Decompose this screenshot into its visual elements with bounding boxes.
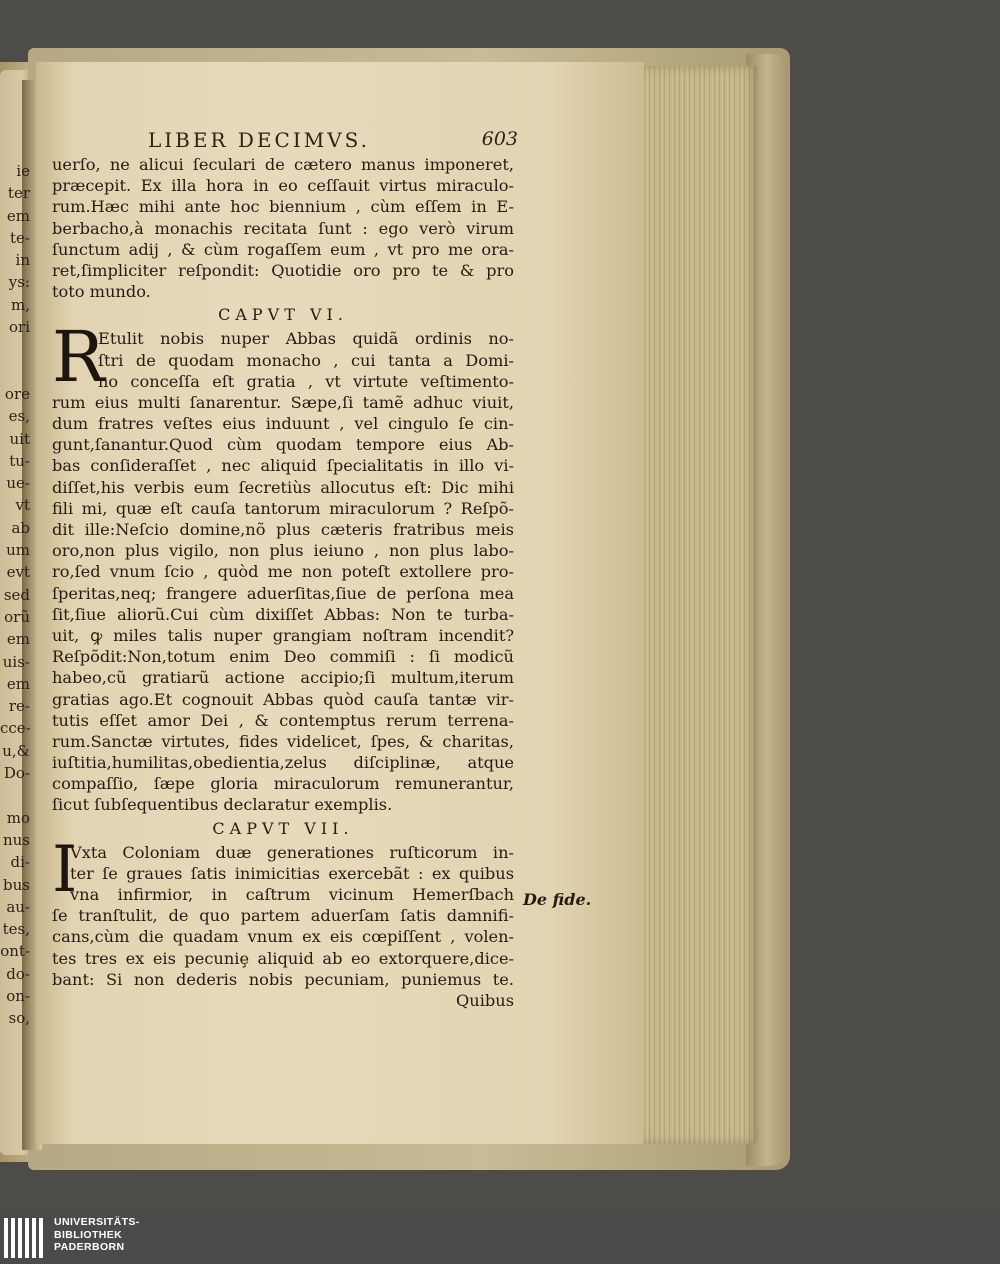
left-page-fragment: em [6, 674, 30, 693]
left-page-fragment: ab [11, 518, 30, 537]
left-page-fragment: so, [8, 1009, 30, 1028]
text-line: gunt,ſanantur.Quod cùm quodam tempore eius Ab- [52, 435, 514, 455]
text-line: Reſpõdit:Non,totum enim Deo commiſi : ſi modicũ [52, 647, 514, 667]
text-line: tes tres ex eis pecuniȩ aliquid ab eo extorquere,dice- [52, 948, 514, 968]
left-page-fragment [0, 784, 30, 806]
left-page-fragment: nus [2, 830, 30, 849]
chapter-heading-6: CAPVT VI. [218, 305, 348, 325]
text-line: ret,ſimpliciter reſpondit: Quotidie oro pro te & pro [52, 260, 514, 280]
left-page-fragment: uis- [2, 652, 30, 671]
page-fore-edge [636, 66, 758, 1144]
left-page-fragment: u,& [2, 741, 30, 760]
left-page-text-fragments [0, 160, 30, 1030]
left-page-fragment: in [15, 251, 30, 270]
text-line: ter ſe graues ſatis inimicitias exercebãt : ex quibus [70, 863, 514, 883]
text-line: uerſo, ne alicui ſeculari de cætero manus imponeret, [52, 155, 514, 174]
text-line: no conceſſa eſt gratia , vt virtute veſtimento- [98, 371, 514, 391]
page-number: 603 [481, 128, 518, 150]
text-line: fili mi, quæ eſt cauſa tantorum miraculorum ? Reſpõ- [52, 498, 514, 518]
text-line: vna infirmior, in caſtrum vicinum Hemerſbach [70, 885, 514, 904]
drop-cap: R [52, 316, 105, 399]
left-page-fragment: tes, [2, 920, 30, 939]
library-logo-text [54, 1216, 140, 1254]
text-line: cans,cùm die quadam vnum ex eis cœpiſſent , volen- [52, 927, 514, 947]
left-page-fragment: orũ [4, 607, 30, 626]
left-page-fragment: on- [6, 986, 30, 1005]
text-line: ro,ſed vnum ſcio , quòd me non poteſt extollere pro- [52, 562, 514, 582]
left-page-fragment: vt [15, 496, 30, 515]
text-line: bant: Si non dederis nobis pecuniam, puniemus te. [52, 969, 514, 989]
margin-note: De fide. [523, 890, 592, 909]
text-line: tutis eſſet amor Dei , & contemptus rerum terrena- [52, 710, 514, 730]
left-page-fragment: ie [16, 162, 30, 180]
left-page-fragment: uit [9, 429, 30, 448]
text-line: diſſet,his verbis eum ſecretiùs allocutus eſt: Dic mihi [52, 477, 514, 497]
text-line: ſicut ſubſequentibus declaratur exemplis. [52, 795, 393, 815]
text-line: dit ille:Neſcio domine,nõ plus cæteris fratribus meis [52, 520, 514, 539]
chapter-6-text [52, 316, 514, 815]
left-page-fragment: do- [6, 964, 30, 983]
left-page-fragment: mo [6, 808, 30, 827]
text-line: toto mundo. [52, 282, 151, 302]
text-line: ſperitas,neq; frangere aduerſitas,ſiue de perſona mea [52, 583, 514, 603]
footer-bar [0, 1212, 1000, 1264]
catchword: Quibus [456, 990, 514, 1010]
text-line: rum eius multi ſanarentur. Sæpe,ſi tamẽ adhuc viuit, [52, 392, 514, 412]
logo-line: UNIVERSITÄTS- [54, 1216, 140, 1228]
text-line: gratias ago.Et cognouit Abbas quòd cauſa tantæ vir- [52, 689, 514, 709]
left-page-fragment: bus [3, 875, 30, 894]
text-line: iuſtitia,humilitas,obedientia,zelus diſciplinæ, atque [52, 753, 514, 773]
text-line: rum.Hæc mihi ante hoc biennium , cùm eſſem in E- [52, 197, 514, 217]
running-head [148, 128, 518, 154]
chapter-heading-7: CAPVT VII. [212, 818, 354, 838]
text-line: ſe tranſtulit, de quo partem aduerſam ſatis damnifi- [52, 906, 514, 926]
left-page-fragment: evt [6, 563, 30, 582]
left-page-fragment: au- [6, 897, 30, 916]
text-line: compaſſio, ſæpe gloria miraculorum remunerantur, [52, 774, 514, 794]
left-page-fragment [0, 338, 30, 360]
left-page-fragment [0, 361, 30, 383]
text-line: uit, ꝙ miles talis nuper grangiam noſtram incendit? [52, 625, 514, 645]
paragraph-continued [52, 154, 514, 302]
left-page-fragment: em [6, 206, 30, 225]
left-page-fragment: ore [4, 384, 30, 403]
text-line: berbacho,à monachis recitata ſunt : ego verò virum [52, 218, 514, 238]
running-head-title: LIBER DECIMVS. [148, 128, 370, 152]
drop-cap: I [52, 832, 78, 907]
left-page-fragment: ys: [8, 273, 30, 292]
text-line: ſunctum adij , & cùm rogaſſem eum , vt pro me ora- [52, 239, 514, 259]
chapter-7-text [52, 832, 514, 1012]
left-page-fragment: ue- [6, 474, 30, 493]
text-line: præcepit. Ex illa hora in eo ceſſauit virtus miraculo- [52, 176, 514, 196]
left-page-fragment: sed [3, 585, 30, 604]
page-text [52, 154, 514, 1011]
text-line: oro,non plus vigilo, non plus ieiuno , non plus labo- [52, 541, 514, 561]
text-line: dum fratres veſtes eius induunt , vel cingulo ſe cin- [52, 414, 514, 434]
library-logo-icon [4, 1218, 44, 1258]
text-line: ſit,ſiue aliorũ.Cui cùm dixiſſet Abbas: Non te turba- [52, 604, 514, 624]
left-page-fragment: ont- [0, 942, 30, 961]
left-page-fragment: um [6, 541, 30, 560]
left-page-fragment: tu- [9, 451, 30, 470]
left-page-fragment: Do- [3, 764, 30, 783]
text-line: Vxta Coloniam duæ generationes ruſticorum in- [70, 842, 514, 862]
logo-line: BIBLIOTHEK [54, 1228, 123, 1241]
text-line: Etulit nobis nuper Abbas quidã ordinis no- [98, 329, 514, 349]
left-page-fragment: di- [10, 853, 30, 872]
left-page-fragment: ter [7, 184, 30, 203]
left-page-fragment: em [6, 630, 30, 649]
left-page-fragment: ori [9, 318, 30, 337]
left-page-fragment: cce- [0, 719, 31, 738]
left-page-fragment: m, [11, 295, 30, 314]
text-line: habeo,cũ gratiarũ actione accipio;ſi multum,iterum [52, 668, 514, 688]
text-line: ſtri de quodam monacho , cui tanta a Domi- [98, 350, 514, 370]
left-page-fragment: re- [8, 697, 30, 716]
text-line: rum.Sanctæ virtutes, fides videlicet, ſpes, & charitas, [52, 731, 514, 751]
left-page-fragment: te- [10, 228, 30, 247]
logo-line: PADERBORN [54, 1241, 125, 1253]
text-line: bas conſideraſſet , nec aliquid ſpecialitatis in illo vi- [52, 456, 514, 476]
left-page-fragment: es, [8, 407, 30, 426]
